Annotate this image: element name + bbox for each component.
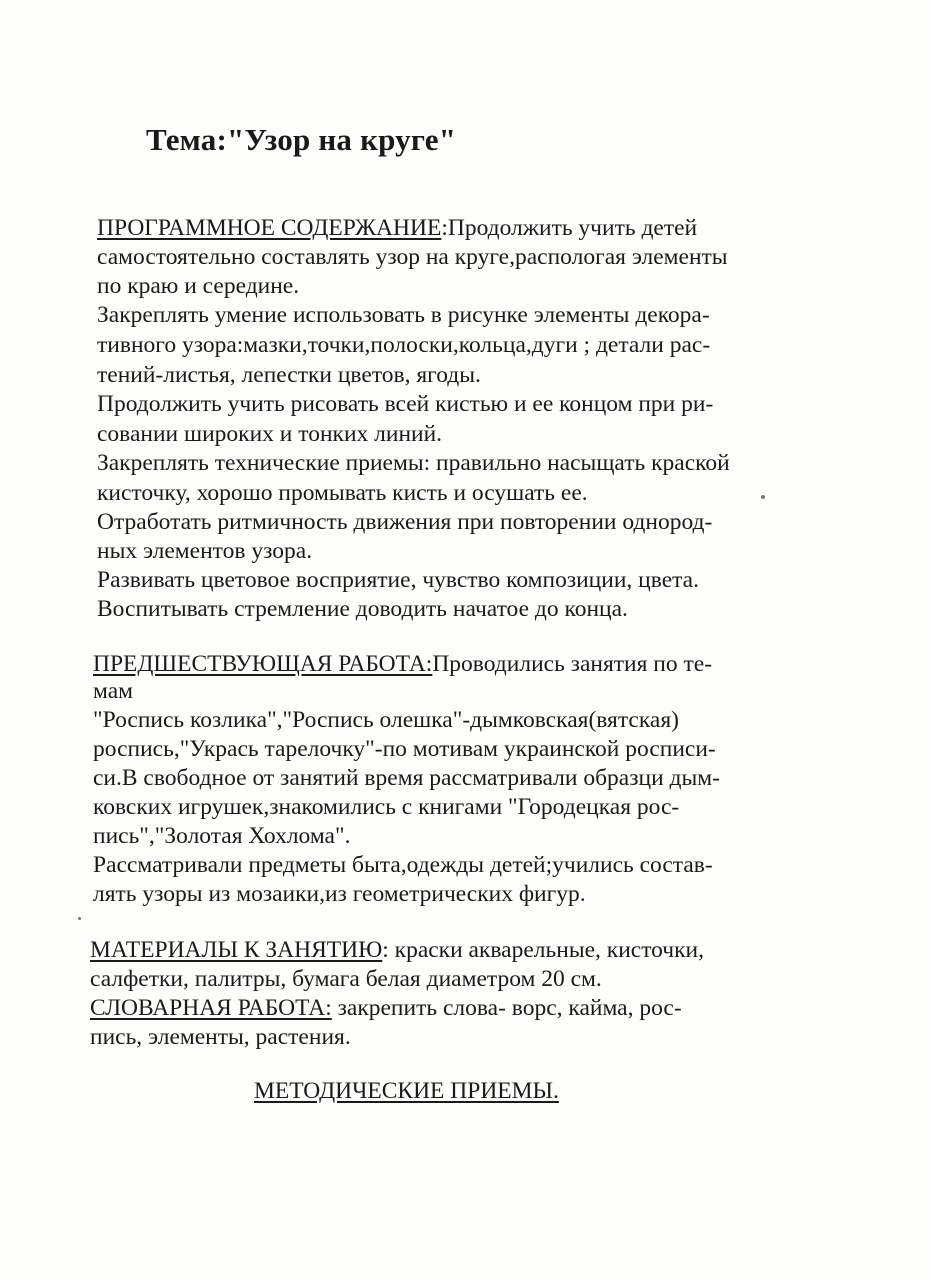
preceding-line: роспись,"Укрась тарелочку"-по мотивам украинской росписи- xyxy=(93,736,716,762)
program-line: Развивать цветовое восприятие, чувство композиции, цвета. xyxy=(97,567,699,593)
preceding-heading: ПРЕДШЕСТВУЮЩАЯ РАБОТА: xyxy=(93,651,433,677)
materials-first-line-text: : краски акварельные, кисточки, xyxy=(382,937,704,963)
program-line: совании широких и тонких линий. xyxy=(97,421,443,447)
vocabulary-line: пись, элементы, растения. xyxy=(90,1024,351,1050)
program-line: Отработать ритмичность движения при повторении однород- xyxy=(97,509,713,535)
vocabulary-first-line xyxy=(90,994,682,1022)
preceding-first-line-text: Проводились занятия по те- xyxy=(432,651,713,677)
materials-line: салфетки, палитры, бумага белая диаметром 20 см. xyxy=(90,966,602,992)
methods-heading: МЕТОДИЧЕСКИЕ ПРИЕМЫ. xyxy=(254,1078,559,1104)
preceding-line: лять узоры из мозаики,из геометрических фигур. xyxy=(93,881,586,907)
program-line: Продолжить учить рисовать всей кистью и ее концом при ри- xyxy=(97,391,714,417)
program-line: тений-листья, лепестки цветов, ягоды. xyxy=(97,362,481,388)
preceding-line: пись","Золотая Хохлома". xyxy=(93,823,351,849)
program-line: кисточку, хорошо промывать кисть и осушать ее. xyxy=(97,480,588,506)
preceding-first-line xyxy=(93,650,712,678)
preceding-line: си.В свободное от занятий время рассматривали образци дым- xyxy=(93,765,720,791)
program-line: Закреплять умение использовать в рисунке элементы декора- xyxy=(97,302,710,328)
vocabulary-heading: СЛОВАРНАЯ РАБОТА: xyxy=(90,995,332,1021)
program-line: Воспитывать стремление доводить начатое до конца. xyxy=(97,596,628,622)
preceding-line: Рассматривали предметы быта,одежды детей;учились состав- xyxy=(93,852,713,878)
scan-speck xyxy=(761,495,765,499)
program-line: ных элементов узора. xyxy=(97,538,313,564)
preceding-line: "Роспись козлика","Роспись олешка"-дымковская(вятская) xyxy=(93,707,679,733)
page-title: Тема:"Узор на круге" xyxy=(146,122,457,157)
program-line: самостоятельно составлять узор на круге,распологая элементы xyxy=(97,244,728,270)
preceding-line: ковских игрушек,знакомились с книгами "Городецкая рос- xyxy=(93,794,680,820)
program-line: тивного узора:мазки,точки,полоски,кольца,дуги ; детали рас- xyxy=(97,332,711,358)
preceding-line: мам xyxy=(93,678,134,704)
vocabulary-first-line-text: закрепить слова- ворс, кайма, рос- xyxy=(331,995,682,1021)
program-line: Закреплять технические приемы: правильно насыщать краской xyxy=(97,450,730,476)
program-heading: ПРОГРАММНОЕ СОДЕРЖАНИЕ xyxy=(97,215,442,241)
materials-first-line xyxy=(90,936,704,964)
scan-speck xyxy=(78,917,81,920)
materials-heading: МАТЕРИАЛЫ К ЗАНЯТИЮ xyxy=(90,937,383,963)
program-first-line xyxy=(97,214,697,242)
program-first-line-text: :Продолжить учить детей xyxy=(441,215,698,241)
program-line: по краю и середине. xyxy=(97,273,300,299)
